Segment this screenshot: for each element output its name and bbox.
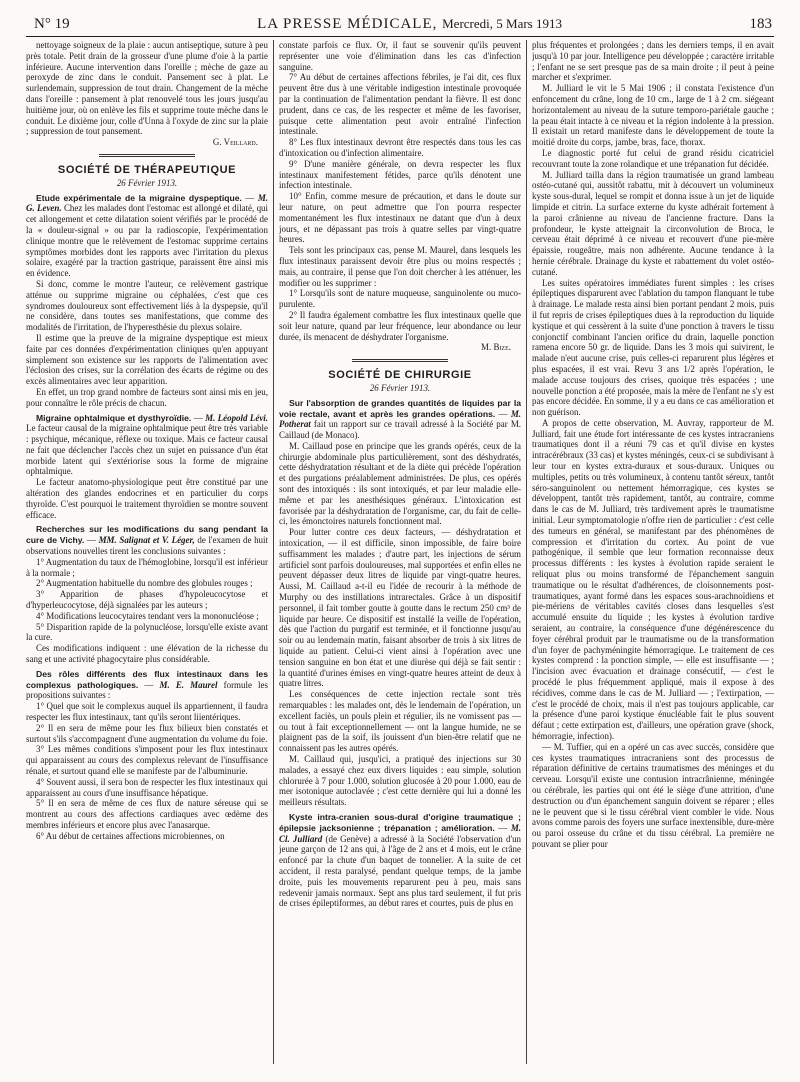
list-item: 3° Les mêmes conditions s'imposent pour les flux intestinaux qui apparaissent au cours des complexus relevant de l'insuffisance rénale, et surtout quand elle se manifeste par de l'albuminurie.	[26, 744, 268, 776]
issue-date: Mercredi, 5 Mars 1913	[442, 16, 562, 31]
article-paragraph: En effet, un trop grand nombre de facteurs sont ainsi mis en jeu, pour connaître le rôle précis de chacun.	[26, 386, 268, 408]
article-author: M. G. Leven.	[26, 192, 268, 214]
list-item: 3° Apparition de phases d'hypoleucocytose et d'hyperleucocytose, déjà signalées par les auteurs ;	[26, 589, 268, 611]
article-text: Le facteur causal de la migraine ophtalmique peut être très variable : psychique, mécanique, réflexe ou toxique. Mais ce facteur causal ne fait que déclencher l'accès chez un sujet en puissance d'un état morbide latent qui s'extériorise sous la forme de migraine ophtalmique.	[26, 423, 268, 477]
list-item: 7° Au début de certaines affections fébriles, je l'ai dit, ces flux peuvent être dus à une véritable indigestion intestinale provoquée par la continuation de l'alimentation pendant la fièvre. Il est donc prudent, dans ce cas, de les respecter et même de les favoriser, puisque cette alimentation peut avoir entraîné l'infection intestinale.	[279, 72, 521, 137]
article-author: M. Cl. Julliard	[279, 822, 521, 844]
list-item: 4° Souvent aussi, il sera bon de respecter les flux intestinaux qui apparaissent au cours d'une insuffisance hépatique.	[26, 776, 268, 798]
column-separator	[273, 40, 274, 1064]
article-paragraph: M. Caillaud pose en principe que les grands opérés, ceux de la chirurgie abdominale plus particulièrement, sont des déshydratés, cette déshydratation résultant et de la diète qui précède l'opération et des purgations préalablement administrées. De plus, ces opérés sont des intoxiqués : ils sont intoxiqués, et par leur maladie elle-même et par les anesthésiques généraux. L'intoxication est favorisée par la déshydratation de l'organisme, car, du fait de celle-ci, les émonctoires naturels fonctionnent mal.	[279, 440, 521, 527]
list-item: 1° Quel que soit le complexus auquel ils appartiennent, il faudra respecter les flux intestinaux, tant qu'ils seront liientériques.	[26, 701, 268, 723]
article-title: Migraine ophtalmique et dysthyroïdie.	[36, 412, 192, 423]
divider	[99, 154, 196, 157]
intro-paragraph: nettoyage soigneux de la plaie : aucun antiseptique, suture à peu près totale. Petit drain de la grosseur d'une plume d'oie à la partie inférieure. Aucune intervention dans l'oreille ; mèche de gaze au peroxyde de zinc dans le conduit. Pansement sec à plat. Le surlendemain, suppression de tout drain. Changement de la mèche dans l'oreille : pansement à plat renouvelé tous les jours jusqu'au huitième jour, où on enlève les fils et supprime toute mèche dans le conduit. Le dixième jour, colle d'Unna à l'oxyde de zinc sur la plaie ; suppression de tout pansement.	[26, 40, 268, 137]
article-paragraph: constate parfois ce flux. Or, il faut se souvenir qu'ils peuvent représenter une voie d'élimination dans les cas d'infection sanguine.	[279, 40, 521, 72]
article-paragraph: M. Caillaud qui, jusqu'ici, a pratiqué des injections sur 30 malades, a essayé chez eux divers liquides : eau simple, solution chlorurée à 7 pour 1.000, solution glucosée à 20 pour 1.000, eau de mer isotonique autoclavée ; c'est cette dernière qui lui a donné les meilleurs résultats.	[279, 754, 521, 808]
article-paragraph: M. Julliard tailla dans la région traumatisée un grand lambeau ostéo-cutané qui, aussitôt rabattu, mit à découvert un volumineux kyste sous-dural, lequel se rompit et donna issue à un jet de liquide limpide et citrin. La surface externe du kyste adhérait fortement à la paroi crânienne au niveau de l'ancienne fracture. Dans la profondeur, le kyste atteignait la circonvolution de Broca, le cerveau était déprimé à ce niveau et recouvert d'une pie-mère épaissie, rougeâtre, mais non adhérente. Aucune tendance à la hernie cérébrale. Drainage du kyste et rabattement du volet ostéo-cutané.	[532, 169, 774, 277]
section-title: SOCIÉTÉ DE CHIRURGIE	[328, 369, 472, 382]
article-text: de l'examen de huit observations nouvelles tirent les conclusions suivantes :	[26, 535, 268, 557]
column-1	[26, 40, 268, 1064]
section-title: SOCIÉTÉ DE THÉRAPEUTIQUE	[57, 163, 237, 176]
article-paragraph: Etude expérimentale de la migraine dyspeptique. — M. G. Leven. Chez les malades dont l'estomac est allongé et dilaté, qui cet allongement et cette dilatation soient vérifiés par le procédé de la « douleur-signal » ou par la radioscopie, l'expérimentation clinique montre que le relèvement de l'estomac supprime certains symptômes morbides dont les rapports avec l'irritation du plexus solaire, exagéré par la traction gastrique, paraissent être ainsi mis en évidence.	[26, 192, 268, 279]
list-item: 9° D'une manière générale, on devra respecter les flux intestinaux manifestement fétides, parce qu'ils dénotent une infection intestinale.	[279, 158, 521, 191]
article-text: fait un rapport sur ce travail adressé à la Société par M. Caillaud (de Monaco).	[279, 419, 521, 441]
article-paragraph: Sur l'absorption de grandes quantités de liquides par la voie rectale, avant et après les grandes opérations. — M. Potherat fait un rapport sur ce travail adressé à la Société par M. Caillaud (de Monaco).	[279, 397, 521, 441]
list-item: 2° Augmentation habituelle du nombre des globules rouges ;	[36, 578, 253, 589]
article-paragraph: A propos de cette observation, M. Auvray, rapporteur de M. Julliard, fait une étude fort intéressante de ces kystes intracraniens traumatiques dont il a réuni 79 cas et qu'il divise en kystes intracérébraux (33 cas) et kystes méningés, ceux-ci se subdivisant à leur tour en kystes extra-duraux et sous-duraux. Uniques ou multiples, petits ou très volumineux, à contenu tantôt séreux, tantôt séro-sanguinolent ou nettement hémorragique, ces kystes se développent, tantôt très rapidement, tantôt, au contraire, comme dans le cas de M. Julliard, très tardivement après le traumatisme initial. Leur symptomatologie n'offre rien de particulier : c'est celle des tumeurs en général, se manifestant par des phénomènes de compression et d'irritation du cortex. Au point de vue pathogénique, il semble que leur formation reconnaisse deux processus différents : les kystes à évolution rapide seraient le reliquat plus ou moins transformé de l'épanchement sanguin traumatique ou le résultat d'adhérences, de cloisonnements post-traumatiques, ayant formé dans les espaces sous-arachnoïdiens et pie-mériens de véritables cavités closes dans lesquelles s'est accumulé ensuite du liquide ; les kystes à évolution tardive seraient, au contraire, la conséquence d'une dégénérescence du foyer cérébral produit par le traumatisme ou de la transformation d'un foyer de pachyméningite hémorragique. Le traitement de ces kystes comprend : la ponction simple, — elle est insuffisante — ; l'incision avec évacuation et drainage consécutif, — c'est le procédé le plus fréquemment appliqué, mais il expose à des récidives, comme dans le cas de M. Julliard — ; l'extirpation, — c'est le procédé de choix, mais il n'est pas toujours applicable, car la présence d'une paroi kystique énucléable fait le plus souvent défaut ; cette extirpation est, d'ailleurs, une opération grave (shock, hémorragie, infection).	[532, 417, 774, 741]
article-paragraph: Des rôles différents des flux intestinaux dans les complexus pathologiques. — M. E. Maurel formule les propositions suivantes :	[26, 668, 268, 701]
list-item: 5° Disparition rapide de la polynucléose, lorsqu'elle existe avant la cure.	[26, 621, 268, 643]
columns	[26, 37, 774, 1064]
article-author: M. Potherat	[279, 408, 521, 430]
article-author: MM. Salignat et V. Léger,	[98, 535, 195, 546]
list-item: 4° Modifications leucocytaires tendant vers la mononucléose ;	[36, 610, 259, 621]
article-paragraph: Les conséquences de cette injection rectale sont très remarquables : les malades ont, dès le lendemain de l'opération, un excellent faciès, un pouls plein et régulier, ils ne vomissent pas — ou tout à fait exceptionnellement — ont la langue humide, ne se plaignent pas de la soif, ils jouissent d'un bien-être relatif que ne connaissent pas les autres opérés.	[279, 689, 521, 754]
signature: M. Bize.	[481, 342, 511, 353]
divider	[352, 359, 449, 362]
list-item: 10° Enfin, comme mesure de précaution, et dans le doute sur leur nature, on peut admettre que l'on pourra respecter momentanément les flux intestinaux ne datant que d'un à deux jours, et ne dépassant pas trois à quatre selles par vingt-quatre heures.	[279, 191, 521, 245]
section-date: 26 Février 1913.	[116, 177, 178, 188]
article-title: Sur l'absorption de grandes quantités de liquides par la voie rectale, avant et après les grandes opérations.	[279, 397, 521, 419]
article-paragraph: Il estime que la preuve de la migraine dyspeptique est mieux faite par ces données d'expérimentation cliniques qu'en appuyant simplement son existence sur les rapports de l'alimentation avec l'éclosion des crises, sur la corrélation des écarts de régime ou des excès alimentaires avec leur apparition.	[26, 332, 268, 387]
signature: G. Veillard.	[212, 137, 258, 148]
page-header	[26, 0, 774, 37]
list-item: 2° Il faudra également combattre les flux intestinaux quelle que soit leur nature, quand par leur fréquence, leur abondance ou leur durée, ils menacent de déshydrater l'organisme.	[279, 309, 521, 342]
article-author: M. E. Maurel	[159, 679, 218, 690]
article-paragraph: Si donc, comme le montre l'auteur, ce relèvement gastrique atténue ou supprime migraine ou céphalées, c'est que ces syndromes douloureux sont effectivement liés à la dyspepsie, qu'il ne considère, dans toutes ses manifestations, que comme des modalités de l'irritation, de l'hyperesthésie du plexus solaire.	[26, 278, 268, 333]
list-item: 6° Au début de certaines affections microbiennes, on	[36, 830, 225, 841]
article-title: Kyste intra-cranien sous-dural d'origine traumatique ; épilepsie jacksonienne ; trépanation ; amélioration.	[279, 811, 521, 833]
list-item: 1° Augmentation du taux de l'hémoglobine, lorsqu'il est inférieur à la normale ;	[26, 556, 268, 578]
page-number: N° 19	[34, 16, 70, 32]
column-2	[279, 40, 521, 1064]
article-paragraph: Pour lutter contre ces deux facteurs, — déshydratation et intoxication, — il est difficile, sinon impossible, de faire boire suffisamment les malades ; d'autre part, les injections de sérum artificiel sont parfois douloureuses, mal supportées et enfin elles ne peuvent dépasser deux litres de liquide par vingt-quatre heures. Aussi, M. Caillaud a-t-il eu l'idée de recourir à la méthode de Murphy ou des instillations intrarectales. Grâce à un dispositif personnel, il fait tomber goutte à goutte dans le rectum 250 cm³ de liquide par heure. Ce dispositif est installé la veille de l'opération, dès que l'action du purgatif est terminée, et il fonctionne jusqu'au soir ou au lendemain matin, faisant absorber de trois à six litres de liquide au patient. Celui-ci vient ainsi à l'opération avec une tension sanguine en bon état et une diurèse qui déjà se fait sentir : la quantité d'urines émises en vingt-quatre heures atteint de deux à quatre litres.	[279, 527, 521, 689]
article-paragraph: Le facteur anatomo-physiologique peut être constitué par une altération des glandes endocrines et en particulier du corps thyroïde. C'est pourquoi le traitement thyroïdien se montre souvent efficace.	[26, 477, 268, 520]
section-date: 26 Février 1913.	[369, 382, 431, 393]
list-item: 1° Lorsqu'ils sont de nature muqueuse, sanguinolente ou muco-purulente.	[279, 288, 521, 310]
article-title: Des rôles différents des flux intestinaux dans les complexus pathologiques.	[26, 668, 268, 690]
article-text: Chez les malades dont l'estomac est allongé et dilaté, qui cet allongement et cette dilatation soient vérifiés par le procédé de la « douleur-signal » ou par la radioscopie, l'expérimentation clinique montre que le relèvement de l'estomac supprime certains symptômes morbides dont les rapports avec l'irritation du plexus solaire, exagéré par la traction gastrique, paraissent être ainsi mis en évidence.	[26, 203, 268, 279]
article-author: M. Léopold Lévi.	[205, 412, 268, 423]
article-paragraph: Ces modifications indiquent : une élévation de la richesse du sang et une activité phagocytaire plus considérable.	[26, 643, 268, 665]
list-item: 8° Les flux intestinaux devront être respectés dans tous les cas d'intoxication ou d'infection alimentaire.	[279, 137, 521, 158]
article-paragraph: Migraine ophtalmique et dysthyroïdie. — M. Léopold Lévi. Le facteur causal de la migraine ophtalmique peut être très variable : psychique, mécanique, réflexe ou toxique. Mais ce facteur causal ne fait que déclencher l'accès chez un sujet en puissance d'un état morbide latent qui s'extériorise sous la forme de migraine ophtalmique.	[26, 412, 268, 477]
article-paragraph: Tels sont les principaux cas, pense M. Maurel, dans lesquels les flux intestinaux paraissent devoir être plus ou moins respectés ; mais, au contraire, il pense que l'on doit chercher à les atténuer, les modifier ou les supprimer :	[279, 245, 521, 288]
journal-name: LA PRESSE MÉDICALE,	[257, 16, 438, 32]
article-paragraph: M. Julliard le vit le 5 Mai 1906 ; il constata l'existence d'un enfoncement du crâne, long de 10 cm., large de 1 à 2 cm. siégeant horizontalement au niveau de la suture temporo-pariétale gauche ; la peau était intacte à ce niveau et la région indolente à la pression. Il existait un retard manifeste dans le développement de toute la moitié droite du corps, jambe, bras, face, thorax.	[532, 83, 774, 148]
article-title: Recherches sur les modifications du sang pendant la cure de Vichy.	[26, 524, 268, 546]
article-paragraph: Les suites opératoires immédiates furent simples : les crises épileptiques disparurent avec l'ablation du tampon flanquant le tube à drainage. Le malade resta ainsi bien portant pendant 2 mois, puis il fut repris de crises épileptiques dues à la reproduction du liquide kystique et qui cessèrent à la suite d'une ponction à travers le tissu conjonctif combinant l'ancien orifice du drain, laquelle ponction ramena encore 50 gr. de liquide. Dans les 3 mois qui suivirent, le malade n'eut aucune crise, puis celles-ci reparurent plus légères et plus espacées, il est vrai. Revu 3 ans 1/2 après l'opération, le malade accuse toujours des crises, quoique très espacées ; une nouvelle ponction a été proposée, mais la mère de l'enfant ne s'y est pas encore décidée. En somme, il y a eu dans ce cas amélioration et non guérison.	[532, 277, 774, 418]
article-paragraph: Le diagnostic porté fut celui de grand résidu cicatriciel recouvrant toute la zone rolandique et une trépanation fut décidée.	[532, 147, 774, 169]
article-paragraph: Kyste intra-cranien sous-dural d'origine traumatique ; épilepsie jacksonienne ; trépanation ; amélioration. — M. Cl. Julliard (de Genève) a adressé à la Société l'observation d'un jeune garçon de 12 ans qui, à l'âge de 2 ans et 4 mois, eut le crâne enfoncé par la chute d'un baquet de tonnelier. A la suite de cet accident, il resta paralysé, pendant quelque temps, de la jambe droite, puis les mouvements reparurent peu à peu, mais sans redevenir jamais normaux. Sept ans plus tard seulement, il fut pris de crises épileptiformes, au début rares et courtes, puis de plus en	[279, 811, 521, 909]
article-paragraph: Recherches sur les modifications du sang pendant la cure de Vichy. — MM. Salignat et V. Léger, de l'examen de huit observations nouvelles tirent les conclusions suivantes :	[26, 524, 268, 557]
article-text: (de Genève) a adressé à la Société l'observation d'un jeune garçon de 12 ans qui, à l'âge de 2 ans et 4 mois, eut le crâne enfoncé par la chute d'un baquet de tonnelier. A la suite de cet accident, il resta paralysé, pendant quelque temps, de la jambe droite, puis les mouvements reparurent peu à peu, mais sans redevenir jamais normaux. Sept ans plus tard seulement, il fut pris de crises épileptiformes, au début rares et courtes, puis de plus en	[279, 833, 521, 909]
page-number-right: 183	[749, 16, 772, 32]
article-text: formule les propositions suivantes :	[26, 679, 268, 701]
list-item: 2° Il en sera de même pour les flux bilieux bien constatés et surtout s'ils s'accompagnent d'une augmentation du volume du foie.	[26, 722, 268, 744]
journal-title	[257, 16, 562, 33]
article-paragraph: plus fréquentes et prolongées ; dans les derniers temps, il en avait jusqu'à 10 par jour. Intelligence peu développée ; caractère irritable ; l'enfant ne se sert presque pas de sa main droite ; il peut à peine marcher et s'exprimer.	[532, 40, 774, 83]
article-title: Etude expérimentale de la migraine dyspeptique.	[36, 192, 242, 203]
list-item: 5° Il en sera de même de ces flux de nature séreuse qui se montrent au cours des affections cardiaques avec œdème des membres inférieurs et encore plus avec l'anasarque.	[26, 798, 268, 830]
column-separator	[526, 40, 527, 1064]
column-3	[532, 40, 774, 1064]
article-paragraph: — M. Tuffier, qui en a opéré un cas avec succès, considère que ces kystes traumatiques intracraniens sont des processus de réparation définitive de certains traumatismes des méninges et du cerveau. Lorsqu'il existe une contusion intracrânienne, méningée ou cérébrale, les parties qui ont été le siège d'une attrition, d'une destruction ou d'un épanchement sanguin doivent se réparer ; elles ne le peuvent que si le tissu cérébral vient combler le vide. Nous avons comme parois des foyers une surface inextensible, dure-mère ou paroi osseuse du crâne et du tissu cérébral. La première ne pouvant se plier pour	[532, 741, 774, 849]
